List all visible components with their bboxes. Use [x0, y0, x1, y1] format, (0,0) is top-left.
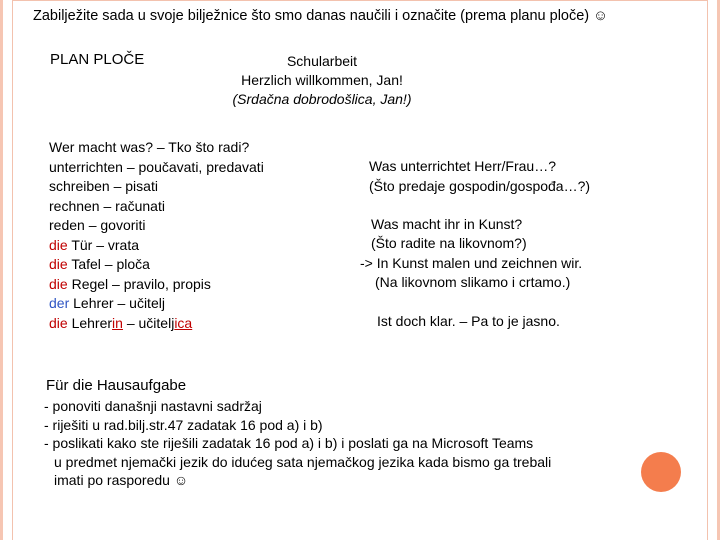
right-line-5: -> In Kunst malen und zeichnen wir.	[360, 255, 583, 271]
vocab-line	[49, 314, 264, 334]
vocab-text: Regel – pravilo, propis	[67, 275, 211, 292]
frame-right-line	[707, 0, 708, 540]
suffix-ica: ica	[174, 314, 193, 331]
vocab-text: – učitelj	[122, 314, 175, 331]
header-line-1: Schularbeit	[286, 53, 358, 69]
vocab-text: Tafel – ploča	[67, 256, 150, 272]
frame-left-line	[12, 0, 13, 540]
homework-title: Für die Hausaufgabe	[46, 377, 187, 394]
vocab-list	[49, 138, 264, 333]
right-line-1: Was unterrichtet Herr/Frau…?	[369, 158, 556, 174]
vocab-line	[49, 255, 264, 275]
vocab-line: rechnen – računati	[49, 197, 165, 214]
right-line-3: Was macht ihr in Kunst?	[371, 216, 523, 232]
decorative-circle	[641, 452, 681, 492]
article-die: die	[49, 256, 68, 272]
right-line-6: (Na likovnom slikamo i crtamo.)	[375, 274, 571, 290]
vocab-line	[49, 294, 264, 314]
article-die: die	[49, 275, 68, 292]
vocab-line: Wer macht was? – Tko što radi?	[49, 139, 250, 155]
homework-item: - poslikati kako ste riješili zadatak 16 pod a) i b) i poslati ga na Microsoft Teams	[44, 435, 534, 451]
article-die: die	[49, 236, 68, 253]
right-line-4: (Što radite na likovnom?)	[371, 235, 527, 251]
right-line-7: Ist doch klar. – Pa to je jasno.	[377, 313, 560, 329]
frame-top-line	[12, 0, 708, 1]
vocab-line: schreiben – pisati	[49, 178, 158, 194]
vocab-text: Lehrer	[67, 314, 113, 331]
vocab-line: reden – govoriti	[49, 217, 146, 233]
suffix-in: in	[112, 314, 123, 331]
article-die: die	[49, 314, 68, 331]
right-line-2: (Što predaje gospodin/gospođa…?)	[369, 178, 591, 194]
vocab-text: Lehrer – učitelj	[69, 295, 165, 311]
slide-title: Zabilježite sada u svoje bilježnice što smo danas naučili i označite (prema planu ploče) ☺	[33, 8, 608, 24]
homework-item-continuation: imati po rasporedu ☺	[54, 472, 189, 488]
board-header	[222, 52, 422, 109]
vocab-text: Tür – vrata	[67, 236, 140, 253]
homework-list	[44, 397, 551, 490]
article-der: der	[49, 295, 70, 311]
homework-item-continuation: u predmet njemački jezik do idućeg sata njemačkog jezika kada bismo ga trebali	[54, 453, 552, 470]
header-line-3: (Srdačna dobrodošlica, Jan!)	[232, 91, 412, 107]
homework-item: - riješiti u rad.bilj.str.47 zadatak 16 pod a) i b)	[44, 416, 323, 433]
homework-item: - ponoviti današnji nastavni sadržaj	[44, 398, 262, 414]
header-line-2: Herzlich willkommen, Jan!	[241, 72, 403, 88]
plan-label: PLAN PLOČE	[50, 51, 145, 68]
vocab-line	[49, 236, 264, 256]
vocab-line: unterrichten – poučavati, predavati	[49, 158, 264, 175]
vocab-line	[49, 275, 264, 295]
